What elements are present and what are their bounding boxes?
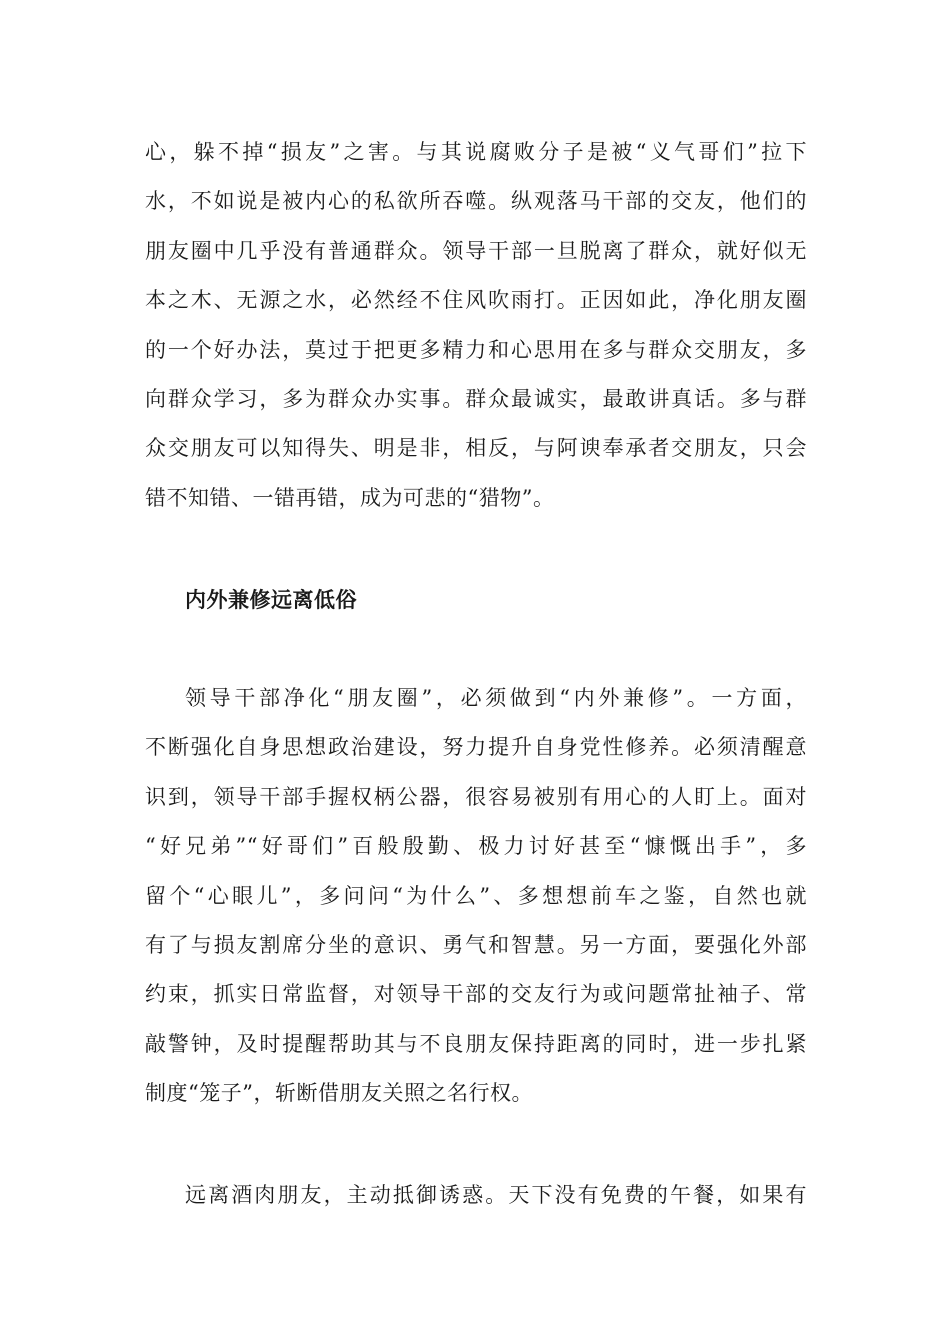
paragraph-2-line-9: 制度“笼子”，斩断借朋友关照之名行权。: [145, 1081, 533, 1105]
section-heading: 内外兼修远离低俗: [185, 587, 357, 612]
paragraph-2-line-1: 领导干部净化“朋友圈”，必须做到“内外兼修”。一方面，: [185, 686, 807, 710]
paragraph-3-line-1: 远离酒肉朋友，主动抵御诱惑。天下没有免费的午餐，如果有: [185, 1183, 807, 1207]
paragraph-1-line-1: 心，躲不掉“损友”之害。与其说腐败分子是被“义气哥们”拉下: [145, 140, 807, 164]
paragraph-1-line-8: 错不知错、一错再错，成为可悲的“猎物”。: [145, 486, 555, 510]
paragraph-2-line-3: 识到，领导干部手握权柄公器，很容易被别有用心的人盯上。面对: [145, 785, 807, 809]
paragraph-1-line-4: 本之木、无源之水，必然经不住风吹雨打。正因如此，净化朋友圈: [145, 288, 807, 312]
paragraph-2-line-8: 敲警钟，及时提醒帮助其与不良朋友保持距离的同时，进一步扎紧: [145, 1032, 807, 1056]
paragraph-2-line-5: 留个“心眼儿”，多问问“为什么”、多想想前车之鉴，自然也就: [145, 884, 807, 908]
paragraph-1-line-3: 朋友圈中几乎没有普通群众。领导干部一旦脱离了群众，就好似无: [145, 239, 807, 263]
paragraph-1-line-7: 众交朋友可以知得失、明是非，相反，与阿谀奉承者交朋友，只会: [145, 436, 807, 460]
paragraph-2-line-6: 有了与损友割席分坐的意识、勇气和智慧。另一方面，要强化外部: [145, 933, 807, 957]
paragraph-2-line-7: 约束，抓实日常监督，对领导干部的交友行为或问题常扯袖子、常: [145, 982, 807, 1006]
paragraph-1-line-5: 的一个好办法，莫过于把更多精力和心思用在多与群众交朋友，多: [145, 338, 807, 362]
paragraph-2-line-2: 不断强化自身思想政治建设，努力提升自身党性修养。必须清醒意: [145, 735, 807, 759]
paragraph-1-line-2: 水，不如说是被内心的私欲所吞噬。纵观落马干部的交友，他们的: [145, 189, 807, 213]
paragraph-2-line-4: “好兄弟”“好哥们”百般殷勤、极力讨好甚至“慷慨出手”，多: [145, 834, 807, 858]
paragraph-1-line-6: 向群众学习，多为群众办实事。群众最诚实，最敢讲真话。多与群: [145, 387, 807, 411]
